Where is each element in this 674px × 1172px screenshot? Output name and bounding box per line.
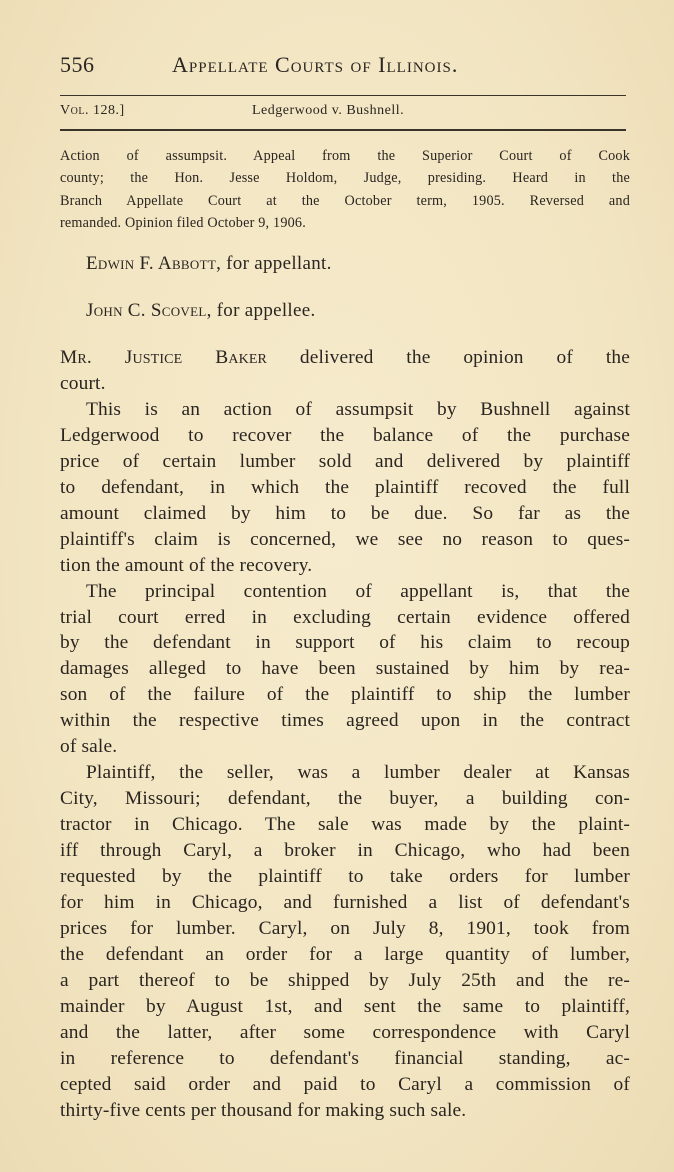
body-line: the defendant an order for a large quantity of lumber, <box>60 943 630 965</box>
body-line: price of certain lumber sold and delivered by plaintiff <box>60 450 630 472</box>
body-line: in reference to defendant's financial standing, ac- <box>60 1047 630 1069</box>
body-line: and the latter, after some correspondence with Caryl <box>60 1021 630 1043</box>
running-title: Appellate Courts of Illinois. <box>172 52 459 77</box>
justice-name: Mr. Justice Baker <box>60 347 268 368</box>
synopsis-line: Branch Appellate Court at the October term, 1905. Reversed and <box>60 192 630 209</box>
body-line: Ledgerwood to recover the balance of the purchase <box>60 424 630 446</box>
body-line: trial court erred in excluding certain evidence offered <box>60 606 630 628</box>
appellee-attorney: John C. Scovel <box>86 300 207 321</box>
opinion-intro-text: delivered the opinion of the <box>267 347 630 368</box>
opinion-intro-line: court. <box>60 372 106 394</box>
appellant-role: , for appellant. <box>216 253 332 274</box>
body-line: son of the failure of the plaintiff to ship the lumber <box>60 684 630 706</box>
body-line: Plaintiff, the seller, was a lumber dealer at Kansas <box>86 762 630 784</box>
synopsis-line: county; the Hon. Jesse Holdom, Judge, presiding. Heard in the <box>60 170 630 187</box>
body-line: plaintiff's claim is concerned, we see no reason to ques- <box>60 528 630 550</box>
page-number: 556 <box>60 52 95 77</box>
body-line: within the respective times agreed upon in the contract <box>60 710 630 732</box>
body-line: tion the amount of the recovery. <box>60 554 313 576</box>
body-line: City, Missouri; defendant, the buyer, a building con- <box>60 788 630 810</box>
opinion-intro <box>60 345 630 397</box>
body-line: to defendant, in which the plaintiff recoved the full <box>60 476 630 498</box>
body-line: a part thereof to be shipped by July 25th and the re- <box>60 969 630 991</box>
page-header <box>60 52 630 92</box>
counsel-appellee <box>86 300 316 322</box>
opinion-intro-line <box>60 345 630 371</box>
body-line: amount claimed by him to be due. So far as the <box>60 502 630 524</box>
header-rule <box>60 95 626 96</box>
body-line: The principal contention of appellant is, that the <box>86 580 630 602</box>
body-line: cepted said order and paid to Caryl a commission of <box>60 1073 630 1095</box>
body-line: This is an action of assumpsit by Bushnell against <box>86 398 630 420</box>
paragraph-3 <box>60 760 630 1123</box>
body-line: prices for lumber. Caryl, on July 8, 1901, took from <box>60 917 630 939</box>
body-line: thirty-five cents per thousand for making such sale. <box>60 1099 467 1121</box>
paragraph-2 <box>60 579 630 761</box>
body-line: damages alleged to have been sustained by him by rea- <box>60 658 630 680</box>
appellee-role: , for appellee. <box>206 300 316 321</box>
body-line: tractor in Chicago. The sale was made by the plaint- <box>60 814 630 836</box>
body-line: by the defendant in support of his claim to recoup <box>60 632 630 654</box>
counsel-appellant <box>86 253 332 275</box>
opinion-body <box>60 345 630 1124</box>
case-synopsis <box>60 145 630 235</box>
body-line: iff through Caryl, a broker in Chicago, who had been <box>60 840 630 862</box>
volume-reference: Vol. 128.] <box>60 103 125 118</box>
synopsis-line: remanded. Opinion filed October 9, 1906. <box>60 215 306 232</box>
subheader-rule <box>60 129 626 131</box>
synopsis-line: Action of assumpsit. Appeal from the Superior Court of Cook <box>60 148 630 164</box>
body-line: of sale. <box>60 736 118 758</box>
body-line: mainder by August 1st, and sent the same to plaintiff, <box>60 995 630 1017</box>
appellant-attorney: Edwin F. Abbott <box>86 253 217 274</box>
body-line: requested by the plaintiff to take orders for lumber <box>60 866 630 888</box>
case-title: Ledgerwood v. Bushnell. <box>252 103 405 118</box>
body-line: for him in Chicago, and furnished a list of defendant's <box>60 892 630 914</box>
paragraph-1 <box>60 397 630 579</box>
